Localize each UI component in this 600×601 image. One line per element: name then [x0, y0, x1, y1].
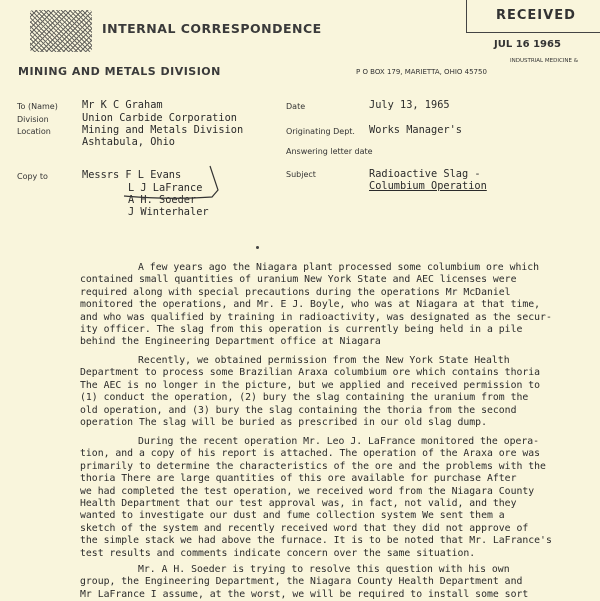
to-company: Union Carbide Corporation — [82, 112, 237, 124]
to-division: Mining and Metals Division — [82, 124, 244, 136]
body-line: ity officer. The slag from this operation is currently being held in a pile — [80, 324, 523, 336]
body-line: The AEC is no longer in the picture, but we applied and received permission to — [80, 379, 541, 391]
body-line: old operation, and (3) bury the slag containing the thoria from the second — [80, 404, 517, 416]
body-line: we had completed the test operation, we received word from the Niagara County — [80, 485, 535, 497]
location-label: Location — [17, 127, 51, 136]
to-label: To (Name) — [17, 102, 58, 111]
body-line: group, the Engineering Department, the Niagara County Health Department and — [80, 576, 523, 588]
copy-name-2: L J LaFrance — [128, 182, 203, 194]
letterhead-address: P O BOX 179, MARIETTA, OHIO 45750 — [356, 68, 487, 76]
originating-label: Originating Dept. — [286, 127, 355, 136]
division-label: Division — [17, 115, 49, 124]
copy-name-4: J Winterhaler — [128, 206, 209, 218]
body-line: primarily to determine the characteristics of the ore and the problems with the — [80, 460, 546, 472]
body-line: required along with special precautions during the operations Mr McDaniel — [80, 286, 511, 298]
paragraph-3 — [80, 436, 590, 560]
copy-name-1: Messrs F L Evans — [82, 169, 182, 181]
date-label: Date — [286, 102, 306, 111]
body-line: A few years ago the Niagara plant processed some columbium ore which — [138, 262, 540, 273]
memo-date: July 13, 1965 — [369, 99, 450, 111]
body-line: During the recent operation Mr. Leo J. LaFrance monitored the opera- — [138, 436, 540, 447]
body-line: behind the Engineering Department office at Niagara — [80, 336, 381, 348]
body-line: thoria There are large quantities of this ore available for purchase After — [80, 473, 517, 485]
body-line: Mr. A H. Soeder is trying to resolve this question with his own — [138, 564, 510, 575]
company-logo — [30, 10, 92, 52]
subject-line-2: Columbium Operation — [369, 180, 487, 192]
to-location: Ashtabula, Ohio — [82, 136, 175, 148]
body-line: sketch of the system and recently received word that they did not approve of — [80, 522, 529, 534]
paragraph-1 — [80, 262, 590, 349]
body-line: test results and comments indicate concern over the same situation. — [80, 547, 476, 559]
body-line: tion, and a copy of his report is attached. The operation of the Araxa ore was — [80, 448, 541, 460]
stamp-date: JUL 16 1965 — [494, 39, 561, 50]
ink-dot — [256, 246, 259, 249]
body-line: Mr LaFrance I assume, at the worst, we will be required to install some sort — [80, 588, 529, 600]
subject-line-1: Radioactive Slag - — [369, 168, 481, 180]
body-line: the simple stack we had above the furnace. It is to be noted that Mr. LaFrance's — [80, 535, 552, 547]
division-name: MINING AND METALS DIVISION — [18, 65, 221, 78]
body-line: Department to process some Brazilian Araxa columbium ore which contains thoria — [80, 367, 541, 379]
body-line: Health Department that our test approval was, in fact, not valid, and they — [80, 498, 517, 510]
body-line: monitored the operations, and Mr. E J. Boyle, who was at Niagara at that time, — [80, 299, 541, 311]
body-line: operation The slag will be buried as prescribed in our old slag dump. — [80, 417, 487, 429]
body-line: Recently, we obtained permission from the New York State Health — [138, 355, 510, 366]
body-line: contained small quantities of uranium New York State and AEC licenses were — [80, 274, 517, 286]
originating-dept: Works Manager's — [369, 124, 462, 136]
letterhead-title: INTERNAL CORRESPONDENCE — [102, 21, 322, 36]
body-line: and who was qualified by training in radioactivity, was designated as the secur- — [80, 311, 552, 323]
body-line: (1) conduct the operation, (2) bury the slag containing the uranium from the — [80, 392, 529, 404]
paragraph-2 — [80, 355, 590, 429]
handwritten-check-mark — [118, 160, 228, 210]
body-line: wanted to investigate our dust and fume collection system We sent them a — [80, 510, 505, 522]
received-stamp: RECEIVED — [496, 8, 576, 23]
subject-label: Subject — [286, 170, 316, 179]
answering-label: Answering letter date — [286, 147, 373, 156]
copy-name-3: A H. Soeder — [128, 194, 197, 206]
copy-label: Copy to — [17, 172, 48, 181]
paragraph-4 — [80, 564, 590, 601]
to-name: Mr K C Graham — [82, 99, 163, 111]
stamp-note: INDUSTRIAL MEDICINE & — [510, 58, 579, 64]
